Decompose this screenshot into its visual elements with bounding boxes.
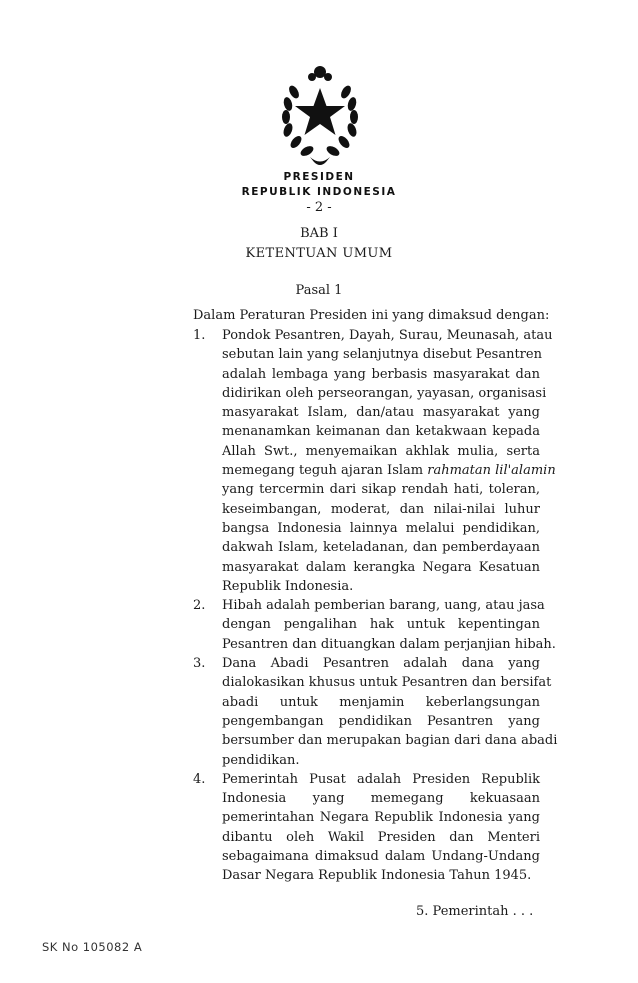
item-line: menanamkan keimanan dan ketakwaan kepada [222, 424, 540, 440]
item-number: 4. [193, 771, 206, 787]
item-number: 2. [193, 598, 206, 614]
list-item [193, 654, 558, 770]
definitions-intro: Dalam Peraturan Presiden ini yang dimaksud dengan: [193, 308, 550, 323]
item-line: masyarakat Islam, dan/atau masyarakat yang [222, 405, 540, 421]
list-item [193, 326, 556, 596]
next-page-catchword: 5. Pemerintah . . . [416, 904, 534, 919]
item-line: dengan pengalihan hak untuk kepentingan [222, 617, 540, 633]
item-line: yang tercermin dari sikap rendah hati, toleran, [222, 482, 540, 498]
item-number: 3. [193, 656, 206, 672]
presidential-emblem-icon [272, 62, 368, 168]
item-line: sebutan lain yang selanjutnya disebut Pesantren [222, 347, 542, 363]
italic-term: rahmatan lil'alamin [427, 463, 556, 479]
item-line: pendidikan. [222, 752, 300, 768]
header-presiden: PRESIDEN [283, 171, 355, 183]
item-line: pengembangan pendidikan Pesantren yang [222, 713, 540, 729]
item-line: Dasar Negara Republik Indonesia Tahun 1945. [222, 868, 532, 884]
item-line: bersumber dan merupakan bagian dari dana abadi [222, 733, 558, 749]
item-line: Allah Swt., menyemaikan akhlak mulia, serta [222, 443, 540, 459]
item-line: Pondok Pesantren, Dayah, Surau, Meunasah, atau [222, 328, 553, 343]
document-code: SK No 105082 A [42, 940, 143, 954]
article-heading: Pasal 1 [295, 283, 343, 298]
item-line: bangsa Indonesia lainnya melalui pendidikan, [222, 520, 540, 536]
item-line: Dana Abadi Pesantren adalah dana yang [222, 656, 540, 672]
chapter-number: BAB I [300, 226, 338, 241]
item-line: abadi untuk menjamin keberlangsungan [222, 694, 540, 710]
item-line: sebagaimana dimaksud dalam Undang-Undang [222, 849, 540, 865]
item-line: dakwah Islam, keteladanan, dan pemberdayaan [222, 540, 540, 556]
list-item [193, 596, 556, 654]
list-item [193, 770, 540, 886]
item-line: keseimbangan, moderat, dan nilai-nilai luhur [222, 501, 540, 517]
item-line: Republik Indonesia. [222, 578, 354, 594]
item-number: 1. [193, 328, 206, 343]
item-line-with-italic [222, 461, 556, 480]
page-number: - 2 - [306, 200, 332, 215]
item-line: pemerintahan Negara Republik Indonesia yang [222, 810, 540, 826]
chapter-title: KETENTUAN UMUM [245, 246, 393, 261]
item-line: adalah lembaga yang berbasis masyarakat dan [222, 366, 540, 382]
item-text: memegang teguh ajaran Islam [222, 463, 428, 479]
item-line: Pemerintah Pusat adalah Presiden Republik [222, 771, 540, 787]
header-republik-indonesia: REPUBLIK INDONESIA [241, 186, 397, 198]
item-line: dialokasikan khusus untuk Pesantren dan bersifat [222, 675, 552, 691]
item-line: Indonesia yang memegang kekuasaan [222, 791, 540, 807]
definitions-list [193, 326, 558, 886]
item-line: Pesantren dan dituangkan dalam perjanjian hibah. [222, 636, 556, 652]
item-line: Hibah adalah pemberian barang, uang, atau jasa [222, 598, 545, 614]
item-line: masyarakat dalam kerangka Negara Kesatuan [222, 559, 540, 575]
item-line: didirikan oleh perseorangan, yayasan, organisasi [222, 385, 547, 401]
item-line: dibantu oleh Wakil Presiden dan Menteri [222, 829, 540, 845]
